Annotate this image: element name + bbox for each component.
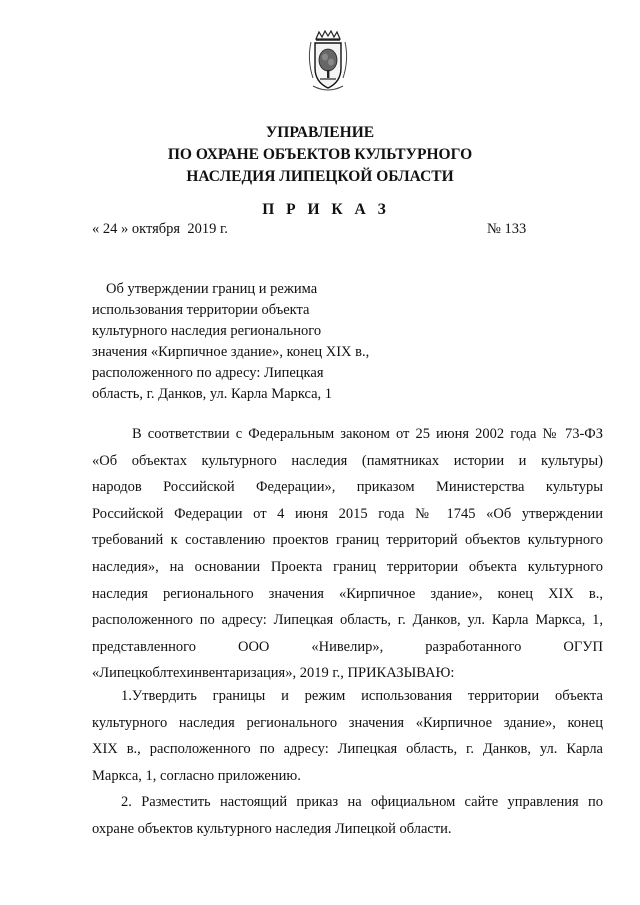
paragraph-line: XIX в., расположенного по адресу: Липецкая область, г. Данков, ул. Карла xyxy=(92,741,603,758)
paragraph-line: «Липецкоблтехинвентаризация», 2019 г., ПРИКАЗЫВАЮ: xyxy=(92,665,455,682)
body-paragraph-preamble xyxy=(92,421,603,687)
paragraph-line: Российской Федерации от 4 июня 2015 года № 1745 «Об утверждении xyxy=(92,505,603,522)
body-paragraph-item-2 xyxy=(92,789,603,842)
order-number: № 133 xyxy=(487,221,527,237)
paragraph-line: требований к составлению проектов границ территорий объектов культурного xyxy=(92,532,603,549)
paragraph-line: В соответствии с Федеральным законом от 25 июня 2002 года № 73-ФЗ xyxy=(132,426,603,442)
subject-line: Об утверждении границ и режима xyxy=(106,281,318,297)
paragraph-line: представленного ООО «Нивелир», разработанного ОГУП xyxy=(92,638,603,655)
subject-line: использования территории объекта xyxy=(92,302,310,318)
paragraph-line: 2. Разместить настоящий приказ на официальном сайте управления по xyxy=(121,794,603,810)
paragraph-line: охране объектов культурного наследия Липецкой области. xyxy=(92,820,452,837)
document-type-heading: П Р И К А З xyxy=(262,201,390,218)
org-line-3: НАСЛЕДИЯ ЛИПЕЦКОЙ ОБЛАСТИ xyxy=(186,168,454,185)
paragraph-line: расположенного по адресу: Липецкая область, г. Данков, ул. Карла Маркса, 1, xyxy=(92,612,603,629)
org-line-1: УПРАВЛЕНИЕ xyxy=(265,124,375,141)
paragraph-line: Маркса, 1, согласно приложению. xyxy=(92,767,301,784)
subject-line: культурного наследия регионального xyxy=(92,323,322,339)
subject-line: значения «Кирпичное здание», конец XIX в., xyxy=(92,344,370,360)
paragraph-line: культурного наследия регионального значения «Кирпичное здание», конец xyxy=(92,714,603,731)
subject-line: область, г. Данков, ул. Карла Маркса, 1 xyxy=(92,386,333,402)
order-date: « 24 » октября 2019 г. xyxy=(92,221,228,237)
organization-title xyxy=(0,122,640,188)
body-paragraph-item-1 xyxy=(92,683,603,789)
paragraph-line: наследия регионального значения «Кирпичное здание», конец XIX в., xyxy=(92,585,603,602)
paragraph-line: наследия», на основании Проекта границ территории объекта культурного xyxy=(92,558,603,575)
paragraph-line: народов Российской Федерации», приказом Министерства культуры xyxy=(92,479,603,496)
paragraph-line: 1.Утвердить границы и режим использования территории объекта xyxy=(121,688,603,704)
paragraph-line: «Об объектах культурного наследия (памятниках истории и культуры) xyxy=(92,452,603,469)
subject-line: расположенного по адресу: Липецкая xyxy=(92,365,324,381)
order-subject xyxy=(92,279,369,405)
org-line-2: ПО ОХРАНЕ ОБЪЕКТОВ КУЛЬТУРНОГО xyxy=(167,146,473,163)
coat-of-arms-icon xyxy=(303,30,353,94)
